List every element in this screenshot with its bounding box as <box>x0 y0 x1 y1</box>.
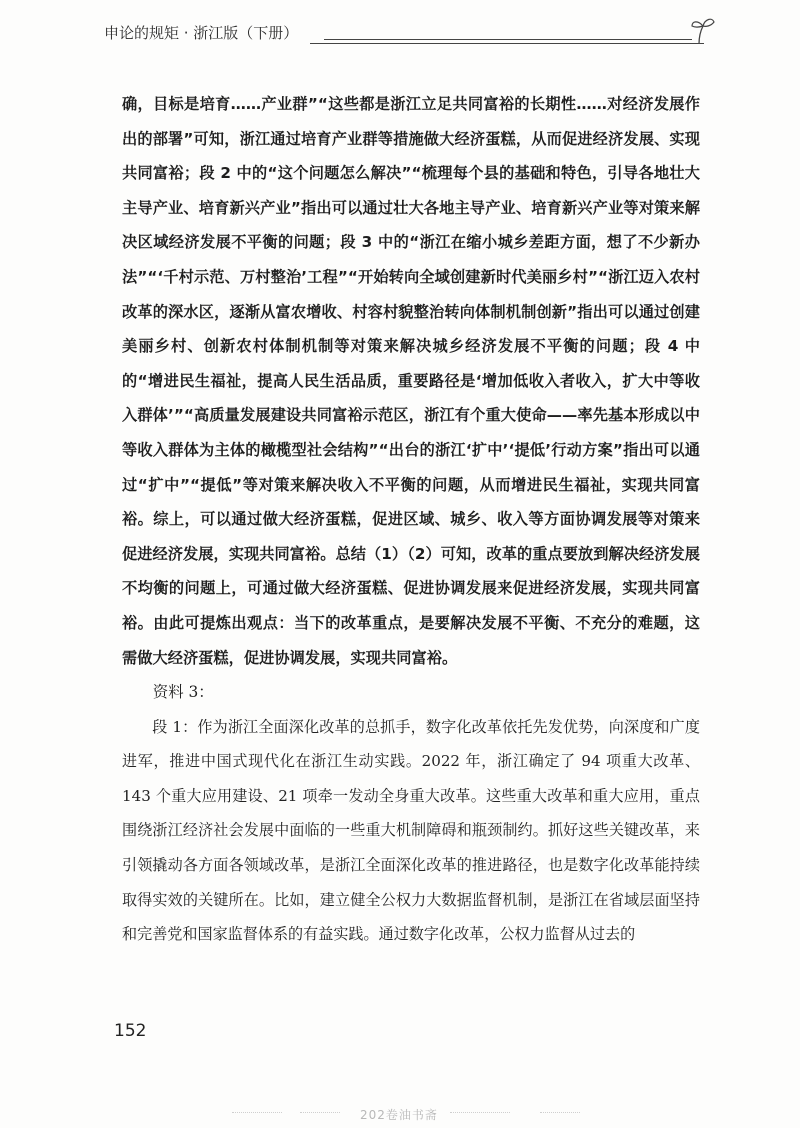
bottom-stamp: 202卷油书斋 <box>360 1108 438 1122</box>
page-number: 152 <box>114 1021 147 1041</box>
section-heading: 资料 3： <box>152 683 214 702</box>
analysis-paragraph: 确，目标是培育……产业群”“这些都是浙江立足共同富裕的长期性……对经济发展作出的部署”可知，浙江通过培育产业群等措施做大经济蛋糕，从而促进经济发展、实现共同富裕；段 2 中的“这个问题怎么解决”“梳理每个县的基础和特色，引导各地壮大主导产业、培育新兴产业”指出可以通过壮大各地主导产业、培育新兴产业等对策来解决区域经济发展不平衡的问题；段 3 中的“浙江在缩小城乡差距方面，想了不少新办法”“‘千村示范、万村整治’工程”“开始转向全域创建新时代美丽乡村”“浙江迈入农村改革的深水区，逐渐从富农增收、村容村貌整治转向体制机制创新”指出可以通过创建美丽乡村、创新农村体制机制等对策来解决城乡经济发展不平衡的问题；段 4 中的“增进民生福祉，提高人民生活品质，重要路径是‘增加低收入者收入，扩大中等收入群体’”“高质量发展建设共同富裕示范区，浙江有个重大使命——率先基本形成以中等收入群体为主体的橄榄型社会结构”“出台的浙江‘扩中’‘提低’行动方案”指出可以通过“扩中”“提低”等对策来解决收入不平衡的问题，从而增进民生福祉，实现共同富裕。综上，可以通过做大经济蛋糕，促进区域、城乡、收入等方面协调发展等对策来促进经济发展，实现共同富裕。总结（1）（2）可知，改革的重点要放到解决经济发展不均衡的问题上，可通过做大经济蛋糕、促进协调发展来促进经济发展，实现共同富裕。由此可提炼出观点：当下的改革重点，是要解决发展不平衡、不充分的难题，这需做大经济蛋糕，促进协调发展，实现共同富裕。 <box>122 95 700 667</box>
page-content <box>122 87 700 952</box>
scan-speckle <box>450 1112 510 1114</box>
material-paragraph: 段 1：作为浙江全面深化改革的总抓手，数字化改革依托先发优势，向深度和广度进军，推进中国式现代化在浙江生动实践。2022 年，浙江确定了 94 项重大改革、143 个重大应用建设、21 项牵一发动全身重大改革。这些重大改革和重大应用，重点围绕浙江经济社会发展中面临的一些重大机制障碍和瓶颈制约。抓好这些关键改革，来引领撬动各方面各领域改革，是浙江全面深化改革的推进路径，也是数字化改革能持续取得实效的关键所在。比如，建立健全公权力大数据监督机制，是浙江在省域层面坚持和完善党和国家监督体系的有益实践。通过数字化改革，公权力监督从过去的 <box>122 717 700 944</box>
scan-speckle <box>540 1112 580 1114</box>
scan-speckle <box>300 1112 340 1114</box>
header-rule-secondary <box>310 43 704 44</box>
sprout-icon <box>690 16 716 46</box>
scan-speckle <box>232 1112 282 1114</box>
running-header <box>104 20 716 50</box>
header-rule <box>324 39 692 40</box>
header-title: 申论的规矩 · 浙江版（下册） <box>104 24 299 42</box>
